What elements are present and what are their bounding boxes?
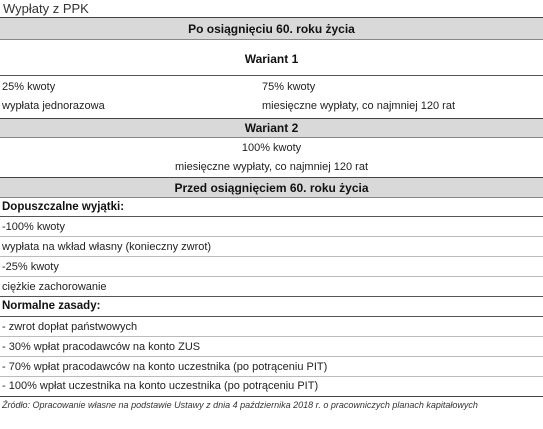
rule xyxy=(0,177,543,178)
variant-1-label: Wariant 1 xyxy=(244,52,299,66)
rule xyxy=(0,216,543,217)
rule-line: - 70% wpłat pracodawców na konto uczestnika (po potrąceniu PIT) xyxy=(2,361,328,373)
rule xyxy=(0,256,543,257)
rule-line: - 30% wpłat pracodawców na konto ZUS xyxy=(2,341,201,353)
rule xyxy=(0,376,543,377)
rule xyxy=(0,336,543,337)
rule xyxy=(0,39,543,40)
rule xyxy=(0,356,543,357)
exception-line: -100% kwoty xyxy=(2,221,65,233)
section-after-60-header: Po osiągnięciu 60. roku życia xyxy=(188,22,355,36)
rule-line: - 100% wpłat uczestnika na konto uczestnika (po potrąceniu PIT) xyxy=(2,380,319,392)
variant-1-left-desc: wypłata jednorazowa xyxy=(2,100,105,112)
variant-1-right-amount: 75% kwoty xyxy=(262,81,316,93)
section-before-60-header: Przed osiągnięciem 60. roku życia xyxy=(174,181,369,195)
exception-line: -25% kwoty xyxy=(2,261,59,273)
rule xyxy=(0,316,543,317)
variant-2-label: Wariant 2 xyxy=(244,121,299,135)
variant-2-amount: 100% kwoty xyxy=(241,142,302,154)
rule xyxy=(0,75,543,76)
rules-label: Normalne zasady: xyxy=(2,300,101,312)
rule xyxy=(0,296,543,297)
rule-line: - zwrot dopłat państwowych xyxy=(2,321,138,333)
rule xyxy=(0,276,543,277)
variant-1-right-desc: miesięczne wypłaty, co najmniej 120 rat xyxy=(262,100,455,112)
exception-line: ciężkie zachorowanie xyxy=(2,281,107,293)
rule xyxy=(0,137,543,138)
source-note: Źródło: Opracowanie własne na podstawie Ustawy z dnia 4 października 2018 r. o pracowniczych planach kapitałowych xyxy=(2,400,478,410)
rule xyxy=(0,197,543,198)
exception-line: wypłata na wkład własny (konieczny zwrot) xyxy=(2,241,212,253)
table-title: Wypłaty z PPK xyxy=(3,1,89,16)
variant-1-left-amount: 25% kwoty xyxy=(2,81,56,93)
bottom-rule xyxy=(0,396,543,397)
exceptions-label: Dopuszczalne wyjątki: xyxy=(2,201,125,213)
variant-2-desc: miesięczne wypłaty, co najmniej 120 rat xyxy=(175,161,368,173)
rule xyxy=(0,118,543,119)
rule xyxy=(0,236,543,237)
